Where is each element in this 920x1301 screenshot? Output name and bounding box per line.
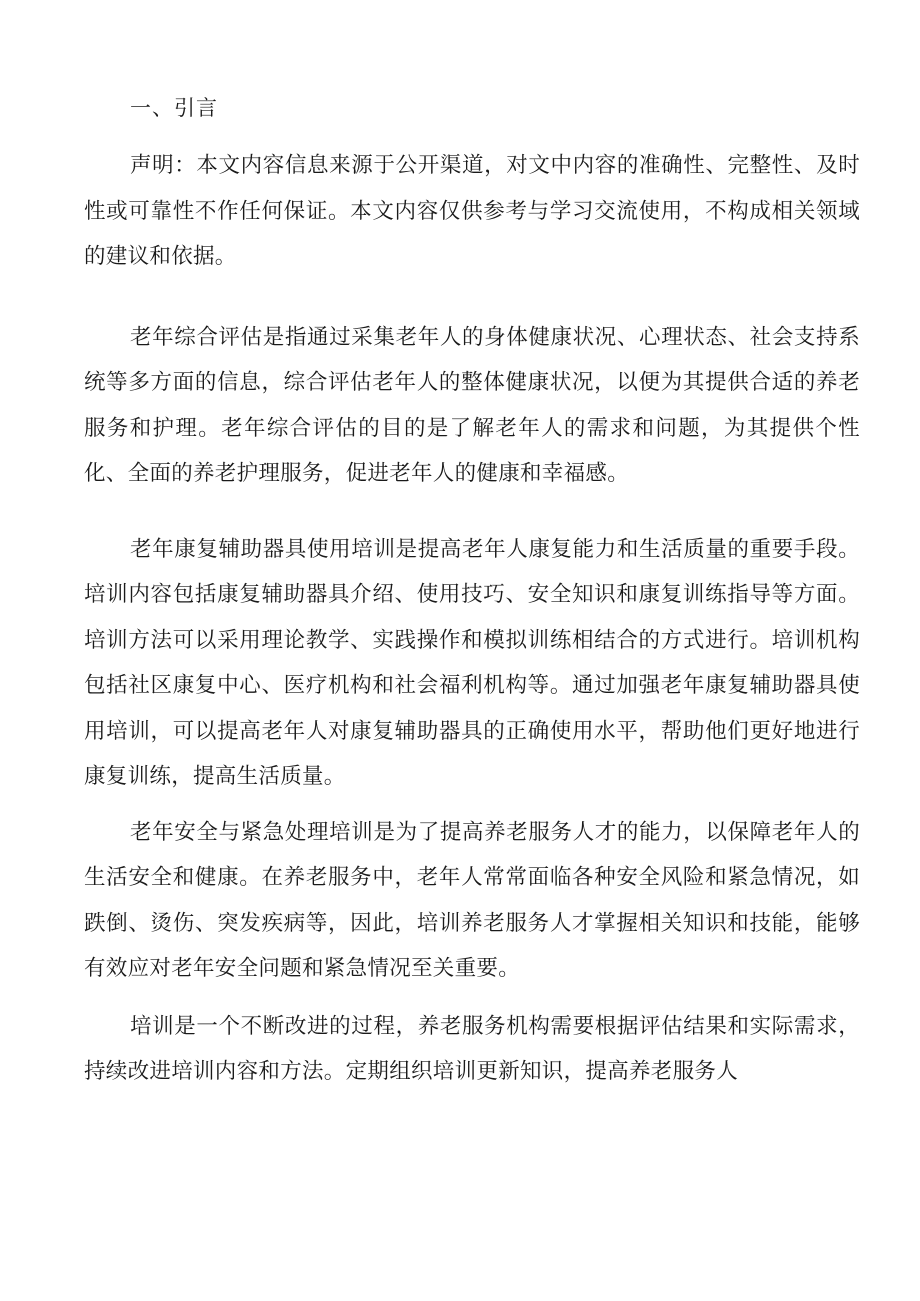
section-heading: 一、引言	[130, 96, 218, 120]
body-paragraph-4: 培训是一个不断改进的过程，养老服务机构需要根据评估结果和实际需求，持续改进培训内容和方法。定期组织培训更新知识，提高养老服务人	[84, 1013, 860, 1084]
body-paragraph-2: 老年康复辅助器具使用培训是提高老年人康复能力和生活质量的重要手段。培训内容包括康复辅助器具介绍、使用技巧、安全知识和康复训练指导等方面。培训方法可以采用理论教学、实践操作和模拟训练相结合的方式进行。培训机构包括社区康复中心、医疗机构和社会福利机构等。通过加强老年康复辅助器具使用培训，可以提高老年人对康复辅助器具的正确使用水平，帮助他们更好地进行康复训练，提高生活质量。	[84, 536, 860, 789]
body-paragraph-1: 老年综合评估是指通过采集老年人的身体健康状况、心理状态、社会支持系统等多方面的信息，综合评估老年人的整体健康状况，以便为其提供合适的养老服务和护理。老年综合评估的目的是了解老年人的需求和问题，为其提供个性化、全面的养老护理服务，促进老年人的健康和幸福感。	[84, 324, 860, 486]
body-paragraph-3: 老年安全与紧急处理培训是为了提高养老服务人才的能力，以保障老年人的生活安全和健康。在养老服务中，老年人常常面临各种安全风险和紧急情况，如跌倒、烫伤、突发疾病等，因此，培训养老服务人才掌握相关知识和技能，能够有效应对老年安全问题和紧急情况至关重要。	[84, 819, 860, 981]
disclaimer-paragraph: 声明：本文内容信息来源于公开渠道，对文中内容的准确性、完整性、及时性或可靠性不作任何保证。本文内容仅供参考与学习交流使用，不构成相关领域的建议和依据。	[84, 153, 860, 269]
